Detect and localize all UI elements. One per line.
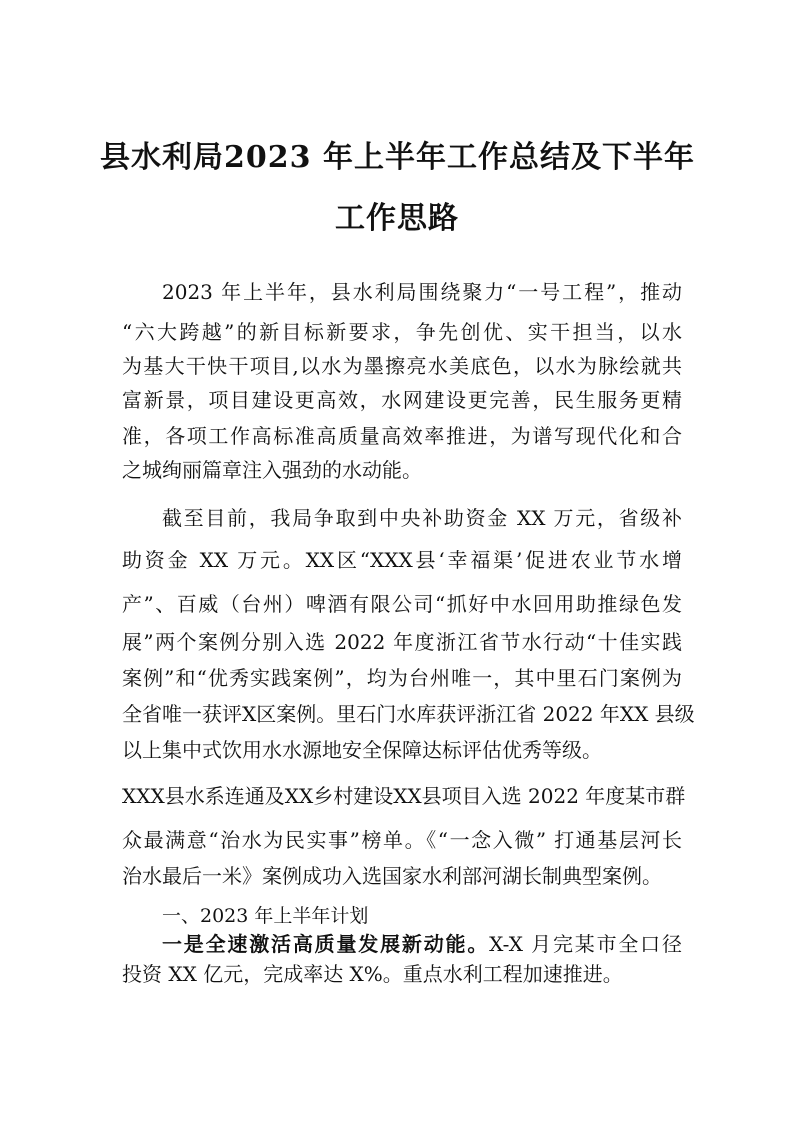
paragraph-2-line-9: 众最满意“治水为民实事”榜单。《“一念入微” 打通基层河长: [122, 828, 682, 852]
paragraph-3-line-1-rest: X-X 月完某市全口径: [489, 932, 682, 956]
paragraph-3-line-2: 投资 XX 亿元，完成率达 X%。重点水利工程加速推进。: [122, 962, 623, 986]
document-title-line-1: 县水利局2023 年上半年工作总结及下半年: [100, 140, 695, 175]
paragraph-2-line-2: 助资金 XX 万元。XX区“XXX县‘幸福渠’促进农业节水增: [122, 548, 682, 572]
paragraph-1-line-4: 富新景，项目建设更高效，水网建设更完善，民生服务更精: [122, 388, 682, 412]
paragraph-1-line-6: 之城绚丽篇章注入强劲的水动能。: [122, 458, 422, 482]
paragraph-2-line-3: 产”、百威（台州）啤酒有限公司“抓好中水回用助推绿色发: [122, 592, 682, 616]
paragraph-3-line-1: [162, 930, 682, 958]
paragraph-2-line-7: 以上集中式饮用水水源地安全保障达标评估优秀等级。: [122, 738, 602, 762]
paragraph-1-line-2: “六大跨越”的新目标新要求，争先创优、实干担当，以水: [122, 320, 682, 344]
paragraph-1-line-5: 准，各项工作高标准高质量高效率推进，为谱写现代化和合: [122, 424, 682, 448]
paragraph-2-line-5: 案例”和“优秀实践案例”，均为台州唯一，其中里石门案例为: [122, 666, 682, 690]
paragraph-2-line-6: 全省唯一获评X区案例。里石门水库获评浙江省 2022 年XX 县级: [122, 702, 695, 726]
paragraph-2-line-8: XXX县水系连通及XX乡村建设XX县项目入选 2022 年度某市群: [122, 784, 686, 808]
section-heading-1: 一、2023 年上半年计划: [162, 905, 369, 927]
document-title-line-2: 工作思路: [335, 201, 459, 236]
paragraph-2-line-1: 截至目前，我局争取到中央补助资金 XX 万元，省级补: [162, 506, 682, 530]
paragraph-2-line-10: 治水最后一米》案例成功入选国家水利部河湖长制典型案例。: [122, 864, 662, 888]
paragraph-1-line-1: 2023 年上半年，县水利局围绕聚力“一号工程”，推动: [162, 280, 682, 304]
paragraph-1-line-3: 为基大干快干项目,以水为墨擦亮水美底色，以水为脉绘就共: [122, 354, 682, 378]
paragraph-2-line-4: 展”两个案例分别入选 2022 年度浙江省节水行动“十佳实践: [122, 630, 682, 654]
paragraph-3-bold-lead: 一是全速激活高质量发展新动能。: [162, 932, 490, 956]
